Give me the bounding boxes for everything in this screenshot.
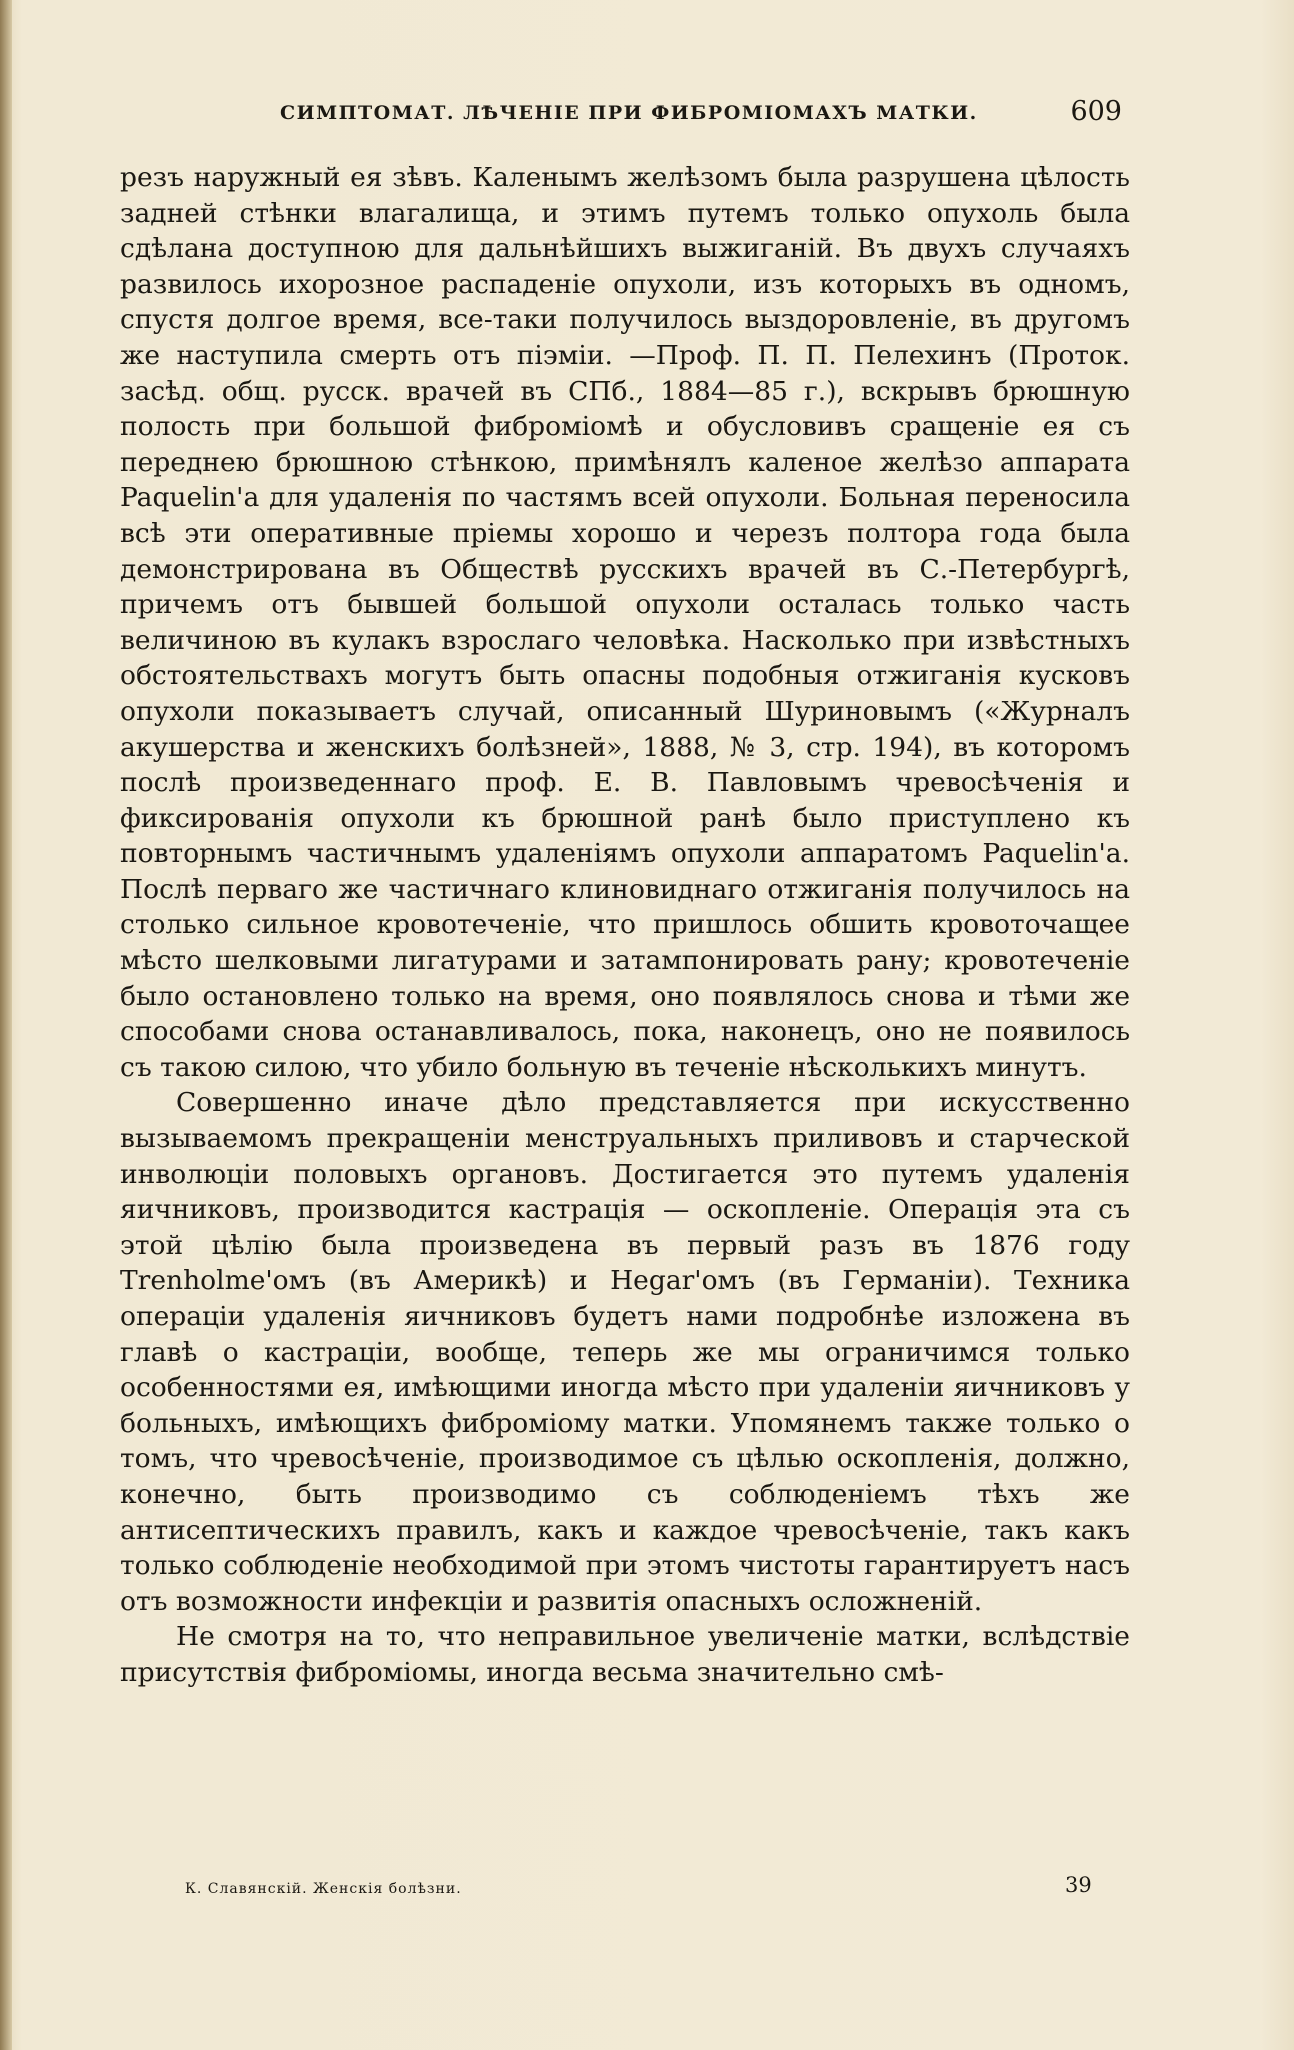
body-text (120, 160, 1130, 1691)
page-header (120, 96, 1130, 136)
signature-line: К. Славянскій. Женскія болѣзни. (185, 1881, 462, 1897)
page-spine-edge (0, 0, 12, 2050)
page-number: 609 (1070, 96, 1122, 127)
paragraph-1: резъ наружный ея зѣвъ. Каленымъ желѣзомъ была разрушена цѣлость задней стѣнки влагалища, и этимъ путемъ только опухоль была сдѣлана доступною для дальнѣйшихъ выжиганій. Въ двухъ случаяхъ развилось ихорозное распаденіе опухоли, изъ которыхъ въ одномъ, спустя долгое время, все-таки получилось выздоровленіе, въ другомъ же наступила смерть отъ піэміи. —Проф. П. П. Пелехинъ (Проток. засѣд. общ. русск. врачей въ СПб., 1884—85 г.), вскрывъ брюшную полость при большой фиброміомѣ и обусловивъ сращеніе ея съ переднею брюшною стѣнкою, примѣнялъ каленое желѣзо аппарата Paquelin'а для удаленія по частямъ всей опухоли. Больная переносила всѣ эти оперативные пріемы хорошо и черезъ полтора года была демонстрирована въ Обществѣ русскихъ врачей въ С.-Петербургѣ, причемъ отъ бывшей большой опухоли осталась только часть величиною въ кулакъ взрослаго человѣка. Насколько при извѣстныхъ обстоятельствахъ могутъ быть опасны подобныя отжиганія кусковъ опухоли показываетъ случай, описанный Шуриновымъ («Журналъ акушерства и женскихъ болѣзней», 1888, № 3, стр. 194), въ которомъ послѣ произведеннаго проф. Е. В. Павловымъ чревосѣченія и фиксированія опухоли къ брюшной ранѣ было приступлено къ повторнымъ частичнымъ удаленіямъ опухоли аппаратомъ Paquelin'а. Послѣ перваго же частичнаго клиновиднаго отжиганія получилось на столько сильное кровотеченіе, что пришлось обшить кровоточащее мѣсто шелковыми лигатурами и затампонировать рану; кровотеченіе было остановлено только на время, оно появлялось снова и тѣми же способами снова останавливалось, пока, наконецъ, оно не появилось съ такою силою, что убило больную въ теченіе нѣсколькихъ минутъ. (120, 162, 1130, 1083)
paragraph-3: Не смотря на то, что неправильное увеличеніе матки, вслѣдствіе присутствія фиброміомы, иногда весьма значительно смѣ- (120, 1621, 1130, 1688)
sheet-number: 39 (1065, 1873, 1092, 1897)
paragraph-2: Совершенно иначе дѣло представляется при искусственно вызываемомъ прекращеніи менструальныхъ приливовъ и старческой инволюціи половыхъ органовъ. Достигается это путемъ удаленія яичниковъ, производится кастрація — оскопленіе. Операція эта съ этой цѣлію была произведена въ первый разъ въ 1876 году Trenholme'омъ (въ Америкѣ) и Hegar'омъ (въ Германіи). Техника операціи удаленія яичниковъ будетъ нами подробнѣе изложена въ главѣ о кастраціи, вообще, теперь же мы ограничимся только особенностями ея, имѣющими иногда мѣсто при удаленіи яичниковъ у больныхъ, имѣющихъ фиброміому матки. Упомянемъ также только о томъ, что чревосѣченіе, производимое съ цѣлью оскопленія, должно, конечно, быть производимо съ соблюденіемъ тѣхъ же антисептическихъ правилъ, какъ и каждое чревосѣченіе, такъ какъ только соблюденіе необходимой при этомъ чистоты гарантируетъ насъ отъ возможности инфекціи и развитія опасныхъ осложненій. (120, 1087, 1130, 1617)
page-footer (185, 1873, 1092, 1903)
running-title: СИМПТОМАТ. ЛѢЧЕНІЕ ПРИ ФИБРОМІОМАХЪ МАТКИ. (280, 102, 978, 124)
